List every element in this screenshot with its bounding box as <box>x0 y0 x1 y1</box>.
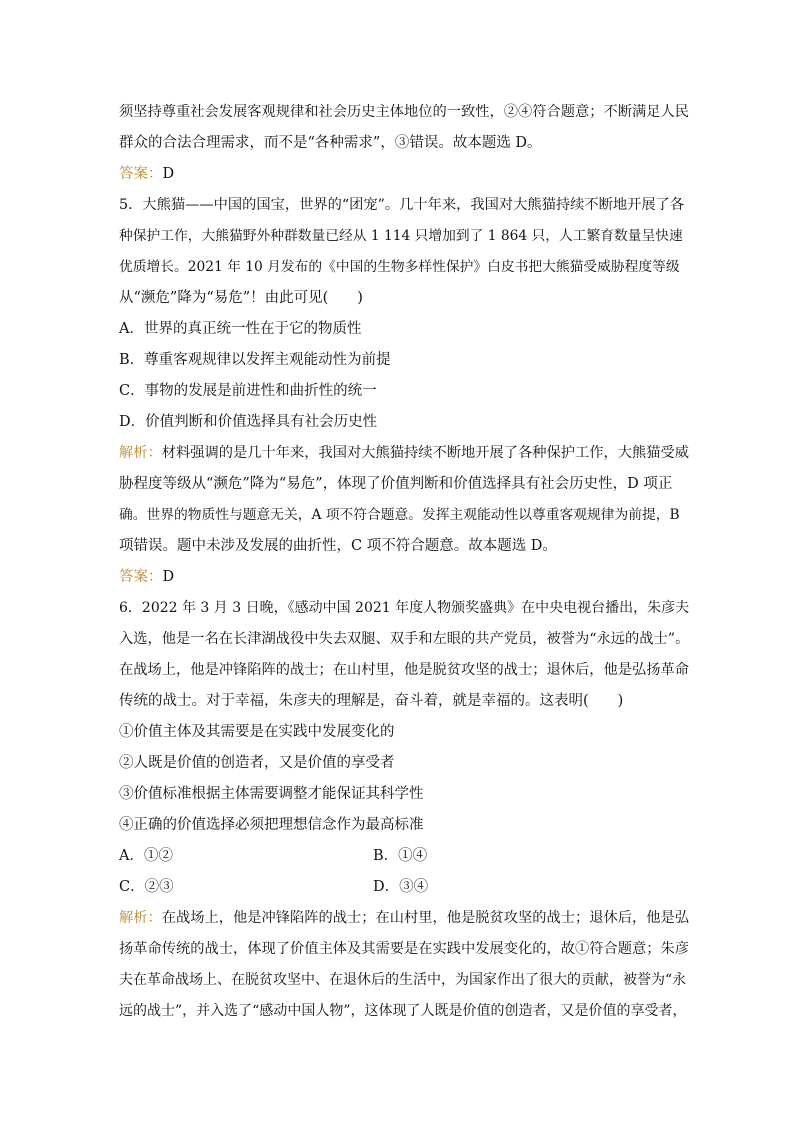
q6-options-row <box>119 844 689 875</box>
q6-statement-3: ③价值标准根据主体需要调整才能保证其科学性 <box>119 786 424 802</box>
q5-option-b: B．尊重客观规律以发挥主观能动性为前提 <box>119 352 391 368</box>
q5-option-c: C．事物的发展是前进性和曲折性的统一 <box>119 383 377 399</box>
q6-analysis-text: 在战场上，他是冲锋陷阵的战士；在山村里，他是脱贫攻坚的战士；退休后，他是弘 <box>161 910 690 926</box>
analysis-label: 解析： <box>119 910 162 926</box>
document-content <box>119 100 689 1030</box>
q6-option-d: D．③④ <box>373 879 429 895</box>
q6-option-c: C．②③ <box>119 879 174 895</box>
prev-analysis-line: 群众的合法合理需求，而不是“各种需求”，③错误。故本题选 D。 <box>119 135 542 151</box>
analysis-label: 解析： <box>119 445 162 461</box>
q5-option-d: D．价值判断和价值选择具有社会历史性 <box>119 414 378 430</box>
q5-analysis-line: 项错误。题中未涉及发展的曲折性，C 项不符合题意。故本题选 D。 <box>119 538 557 554</box>
q5-answer <box>119 565 689 596</box>
q6-statement-4: ④正确的价值选择必须把理想信念作为最高标准 <box>119 817 424 833</box>
q6-analysis-line: 夫在革命战场上、在脱贫攻坚中、在退休后的生活中，为国家作出了很大的贡献，被誉为“永 <box>119 972 687 988</box>
answer-label: 答案： <box>119 166 163 182</box>
q6-option-b: B．①④ <box>373 848 428 864</box>
prev-answer <box>119 162 689 193</box>
q6-analysis-line: 远的战士”，并入选了“感动中国人物”，这体现了人既是价值的创造者，又是价值的享受者， <box>119 1003 687 1019</box>
q5-analysis-line <box>119 441 689 472</box>
q6-stem-line: 传统的战士。对于幸福，朱彦夫的理解是，奋斗着，就是幸福的。这表明( ) <box>119 693 624 709</box>
q6-statement-2: ②人既是价值的创造者，又是价值的享受者 <box>119 755 395 771</box>
q5-analysis-line: 胁程度等级从“濒危”降为“易危”，体现了价值判断和价值选择具有社会历史性，D 项正 <box>119 476 673 492</box>
answer-value: D <box>162 569 175 585</box>
q5-stem-line: 种保护工作，大熊猫野外种群数量已经从 1 114 只增加到了 1 864 只，人工繁育数量呈快速 <box>119 228 683 244</box>
q6-stem-line: 入选，他是一名在长津湖战役中失去双腿、双手和左眼的共产党员，被誉为“永远的战士”。 <box>119 631 690 647</box>
q5-stem-line: 优质增长。2021 年 10 月发布的《中国的生物多样性保护》白皮书把大熊猫受威胁程度等级 <box>119 259 680 275</box>
q5-analysis-line: 确。世界的物质性与题意无关，A 项不符合题意。发挥主观能动性以尊重客观规律为前提，B <box>119 507 680 523</box>
q6-statement-1: ①价值主体及其需要是在实践中发展变化的 <box>119 724 395 740</box>
q5-stem-line: 5．大熊猫——中国的国宝，世界的“团宠”。几十年来，我国对大熊猫持续不断地开展了各 <box>119 197 685 213</box>
q6-stem-line: 在战场上，他是冲锋陷阵的战士；在山村里，他是脱贫攻坚的战士；退休后，他是弘扬革命 <box>119 662 690 678</box>
answer-value: D <box>162 166 175 182</box>
q5-option-a: A．世界的真正统一性在于它的物质性 <box>119 321 362 337</box>
q6-option-a: A．①② <box>119 848 173 864</box>
q6-analysis-line: 扬革命传统的战士，体现了价值主体及其需要是在实践中发展变化的，故①符合题意；朱彦 <box>119 941 690 957</box>
q5-stem-line: 从“濒危”降为“易危”！由此可见( ) <box>119 290 363 306</box>
q5-analysis-text: 材料强调的是几十年来，我国对大熊猫持续不断地开展了各种保护工作，大熊猫受威 <box>161 445 690 461</box>
q6-stem-line: 6．2022 年 3 月 3 日晚，《感动中国 2021 年度人物颁奖盛典》在中央电视台播出，朱彦夫 <box>119 600 690 616</box>
answer-label: 答案： <box>119 569 163 585</box>
prev-analysis-line: 须坚持尊重社会发展客观规律和社会历史主体地位的一致性，②④符合题意；不断满足人民 <box>119 104 690 120</box>
q6-options-row <box>119 875 689 906</box>
q6-analysis-line <box>119 906 689 937</box>
